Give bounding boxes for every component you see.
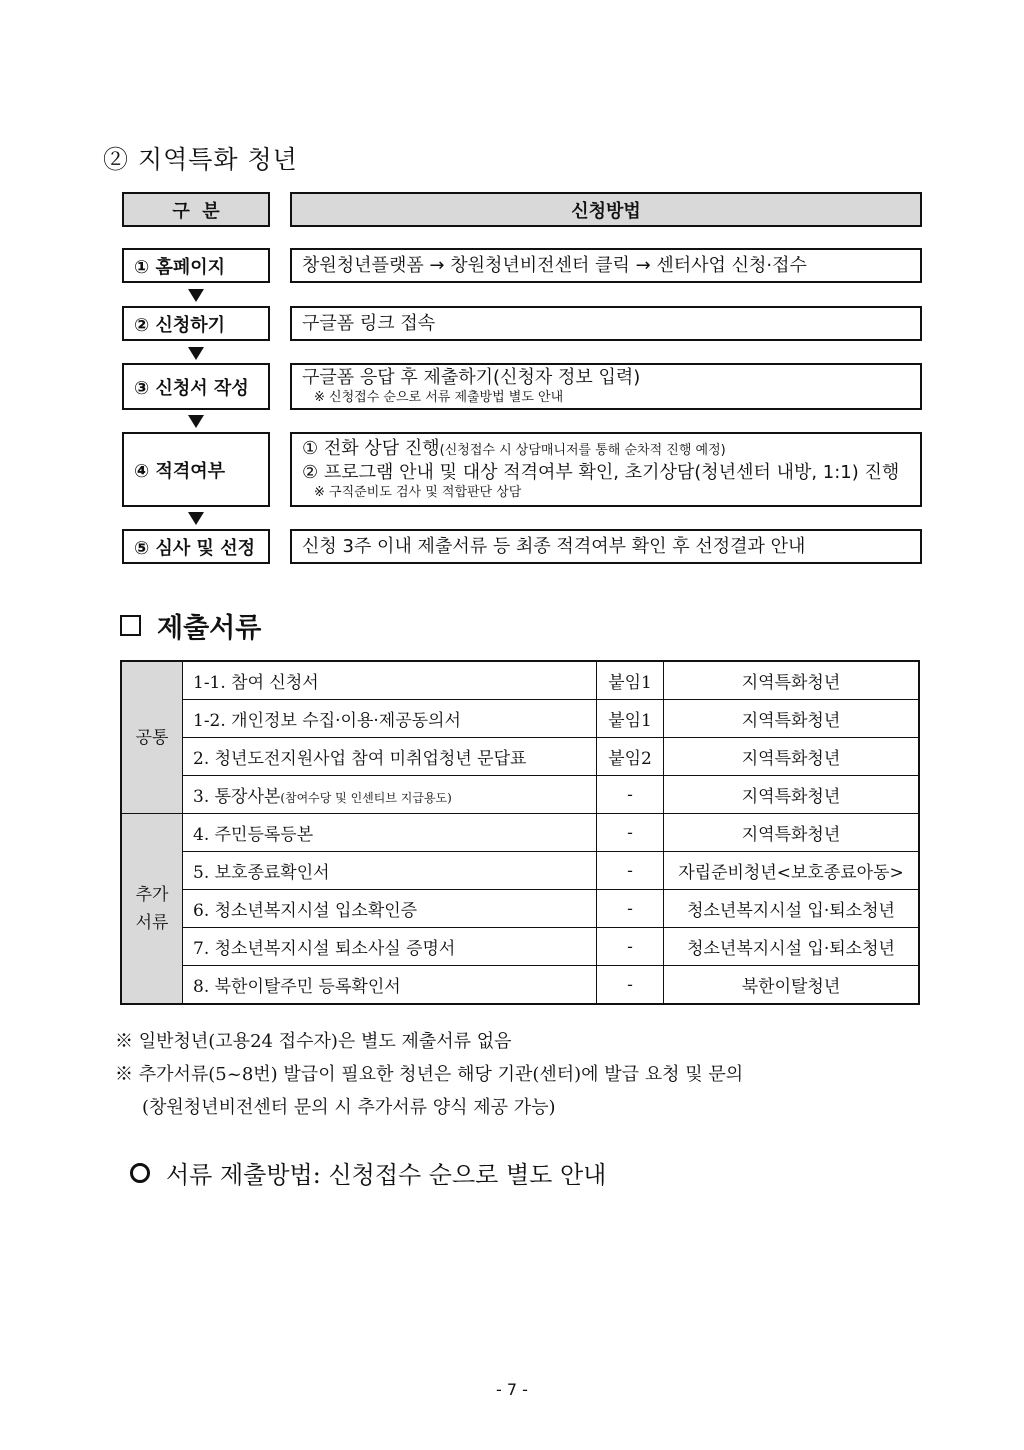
table-row: [121, 814, 919, 852]
doc-target: 청소년복지시설 입·퇴소청년: [664, 890, 920, 928]
doc-name: 1-2. 개인정보 수집·이용·제공동의서: [183, 700, 597, 738]
step-2-label-text: ② 신청하기: [134, 314, 226, 336]
step-1-desc-text: 창원청년플랫폼 → 창원청년비전센터 클릭 → 센터사업 신청·접수: [302, 254, 807, 276]
table-row: [121, 966, 919, 1005]
table-row: [121, 928, 919, 966]
circle-bullet-icon: [130, 1163, 150, 1183]
group-extra: [121, 814, 183, 1005]
doc-name: 8. 북한이탈주민 등록확인서: [183, 966, 597, 1005]
step-3-note: ※ 신청접수 순으로 서류 제출방법 별도 안내: [314, 390, 564, 405]
doc-target: 지역특화청년: [664, 776, 920, 814]
doc-name: 1-1. 참여 신청서: [183, 661, 597, 700]
step-3-desc-text: 구글폼 응답 후 제출하기(신청자 정보 입력): [302, 367, 641, 388]
step-2-desc: [290, 306, 922, 341]
doc-target: 지역특화청년: [664, 738, 920, 776]
step-1-label: [122, 248, 270, 283]
table-row: [121, 890, 919, 928]
step-2-desc-text: 구글폼 링크 접속: [302, 312, 436, 334]
step-4-label: [122, 432, 270, 507]
note-line-1: ※ 일반청년(고용24 접수자)은 별도 제출서류 없음: [115, 1031, 512, 1052]
flow-header-category: [122, 192, 270, 227]
doc-target: 지역특화청년: [664, 700, 920, 738]
doc-name: 4. 주민등록등본: [183, 814, 597, 852]
doc-attachment: 붙임1: [597, 700, 664, 738]
doc-attachment: 붙임2: [597, 738, 664, 776]
flow-arrow-down-icon: [188, 347, 204, 360]
doc-name-small: (참여수당 및 인센티브 지급용도): [280, 791, 452, 805]
doc-attachment: 붙임1: [597, 661, 664, 700]
checkbox-square-icon: [120, 615, 141, 636]
table-row: [121, 776, 919, 814]
flow-arrow-down-icon: [188, 289, 204, 302]
step-4-line-1-text: ① 전화 상담 진행: [302, 438, 440, 459]
group-extra-line-2: 서류: [135, 912, 169, 933]
doc-name: 2. 청년도전지원사업 참여 미취업청년 문답표: [183, 738, 597, 776]
step-1-desc: [290, 248, 922, 283]
table-row: [121, 852, 919, 890]
step-4-line-1-small: (신청접수 시 상담매니저를 통해 순차적 진행 예정): [439, 443, 726, 458]
flow-arrow-down-icon: [188, 415, 204, 428]
step-5-desc-text: 신청 3주 이내 제출서류 등 최종 적격여부 확인 후 선정결과 안내: [302, 535, 806, 557]
group-extra-line-1: 추가: [135, 884, 169, 905]
doc-name: 5. 보호종료확인서: [183, 852, 597, 890]
step-4-line-1: [302, 438, 726, 462]
doc-target: 자립준비청년<보호종료아동>: [664, 852, 920, 890]
submission-method-text: 서류 제출방법: 신청접수 순으로 별도 안내: [166, 1161, 607, 1189]
step-5-desc: [290, 529, 922, 564]
note-line-2: ※ 추가서류(5~8번) 발급이 필요한 청년은 해당 기관(센터)에 발급 요청 및 문의: [115, 1064, 744, 1085]
flow-header-method: [290, 192, 922, 227]
step-4-line-2: ② 프로그램 안내 및 대상 적격여부 확인, 초기상담(청년센터 내방, 1:1) 진행: [302, 462, 900, 483]
step-3-label: [122, 363, 270, 410]
step-2-label: [122, 306, 270, 341]
notes: [115, 1025, 743, 1124]
doc-attachment: -: [597, 814, 664, 852]
doc-attachment: -: [597, 852, 664, 890]
page-number: - 7 -: [496, 1380, 528, 1399]
docs-heading: [120, 606, 261, 645]
flow-header-category-label: 구 분: [172, 200, 220, 222]
step-1-label-text: ① 홈페이지: [134, 256, 226, 278]
doc-attachment: -: [597, 928, 664, 966]
doc-target: 지역특화청년: [664, 661, 920, 700]
step-5-label-text: ⑤ 심사 및 선정: [134, 537, 255, 559]
flow-arrow-down-icon: [188, 512, 204, 525]
note-line-3: (창원청년비전센터 문의 시 추가서류 양식 제공 가능): [142, 1097, 556, 1118]
doc-target: 북한이탈청년: [664, 966, 920, 1005]
doc-target: 청소년복지시설 입·퇴소청년: [664, 928, 920, 966]
step-3-desc: [290, 363, 922, 410]
doc-name: [183, 776, 597, 814]
step-4-note: ※ 구직준비도 검사 및 적합판단 상담: [314, 485, 522, 500]
doc-name: 6. 청소년복지시설 입소확인증: [183, 890, 597, 928]
group-common: 공통: [121, 661, 183, 814]
table-row: [121, 738, 919, 776]
section-title: ② 지역특화 청년: [103, 145, 298, 174]
doc-name: 7. 청소년복지시설 퇴소사실 증명서: [183, 928, 597, 966]
doc-attachment: -: [597, 776, 664, 814]
doc-attachment: -: [597, 966, 664, 1005]
flow-header-method-label: 신청방법: [571, 200, 641, 222]
step-5-label: [122, 529, 270, 564]
step-4-label-text: ④ 적격여부: [134, 460, 226, 482]
step-4-desc: [290, 432, 922, 507]
table-row: [121, 700, 919, 738]
submission-method: [130, 1155, 606, 1190]
docs-table: [120, 660, 920, 1005]
doc-name-text: 3. 통장사본: [193, 787, 281, 807]
doc-attachment: -: [597, 890, 664, 928]
table-row: [121, 661, 919, 700]
step-3-label-text: ③ 신청서 작성: [134, 377, 249, 399]
doc-target: 지역특화청년: [664, 814, 920, 852]
docs-heading-text: 제출서류: [157, 613, 262, 644]
